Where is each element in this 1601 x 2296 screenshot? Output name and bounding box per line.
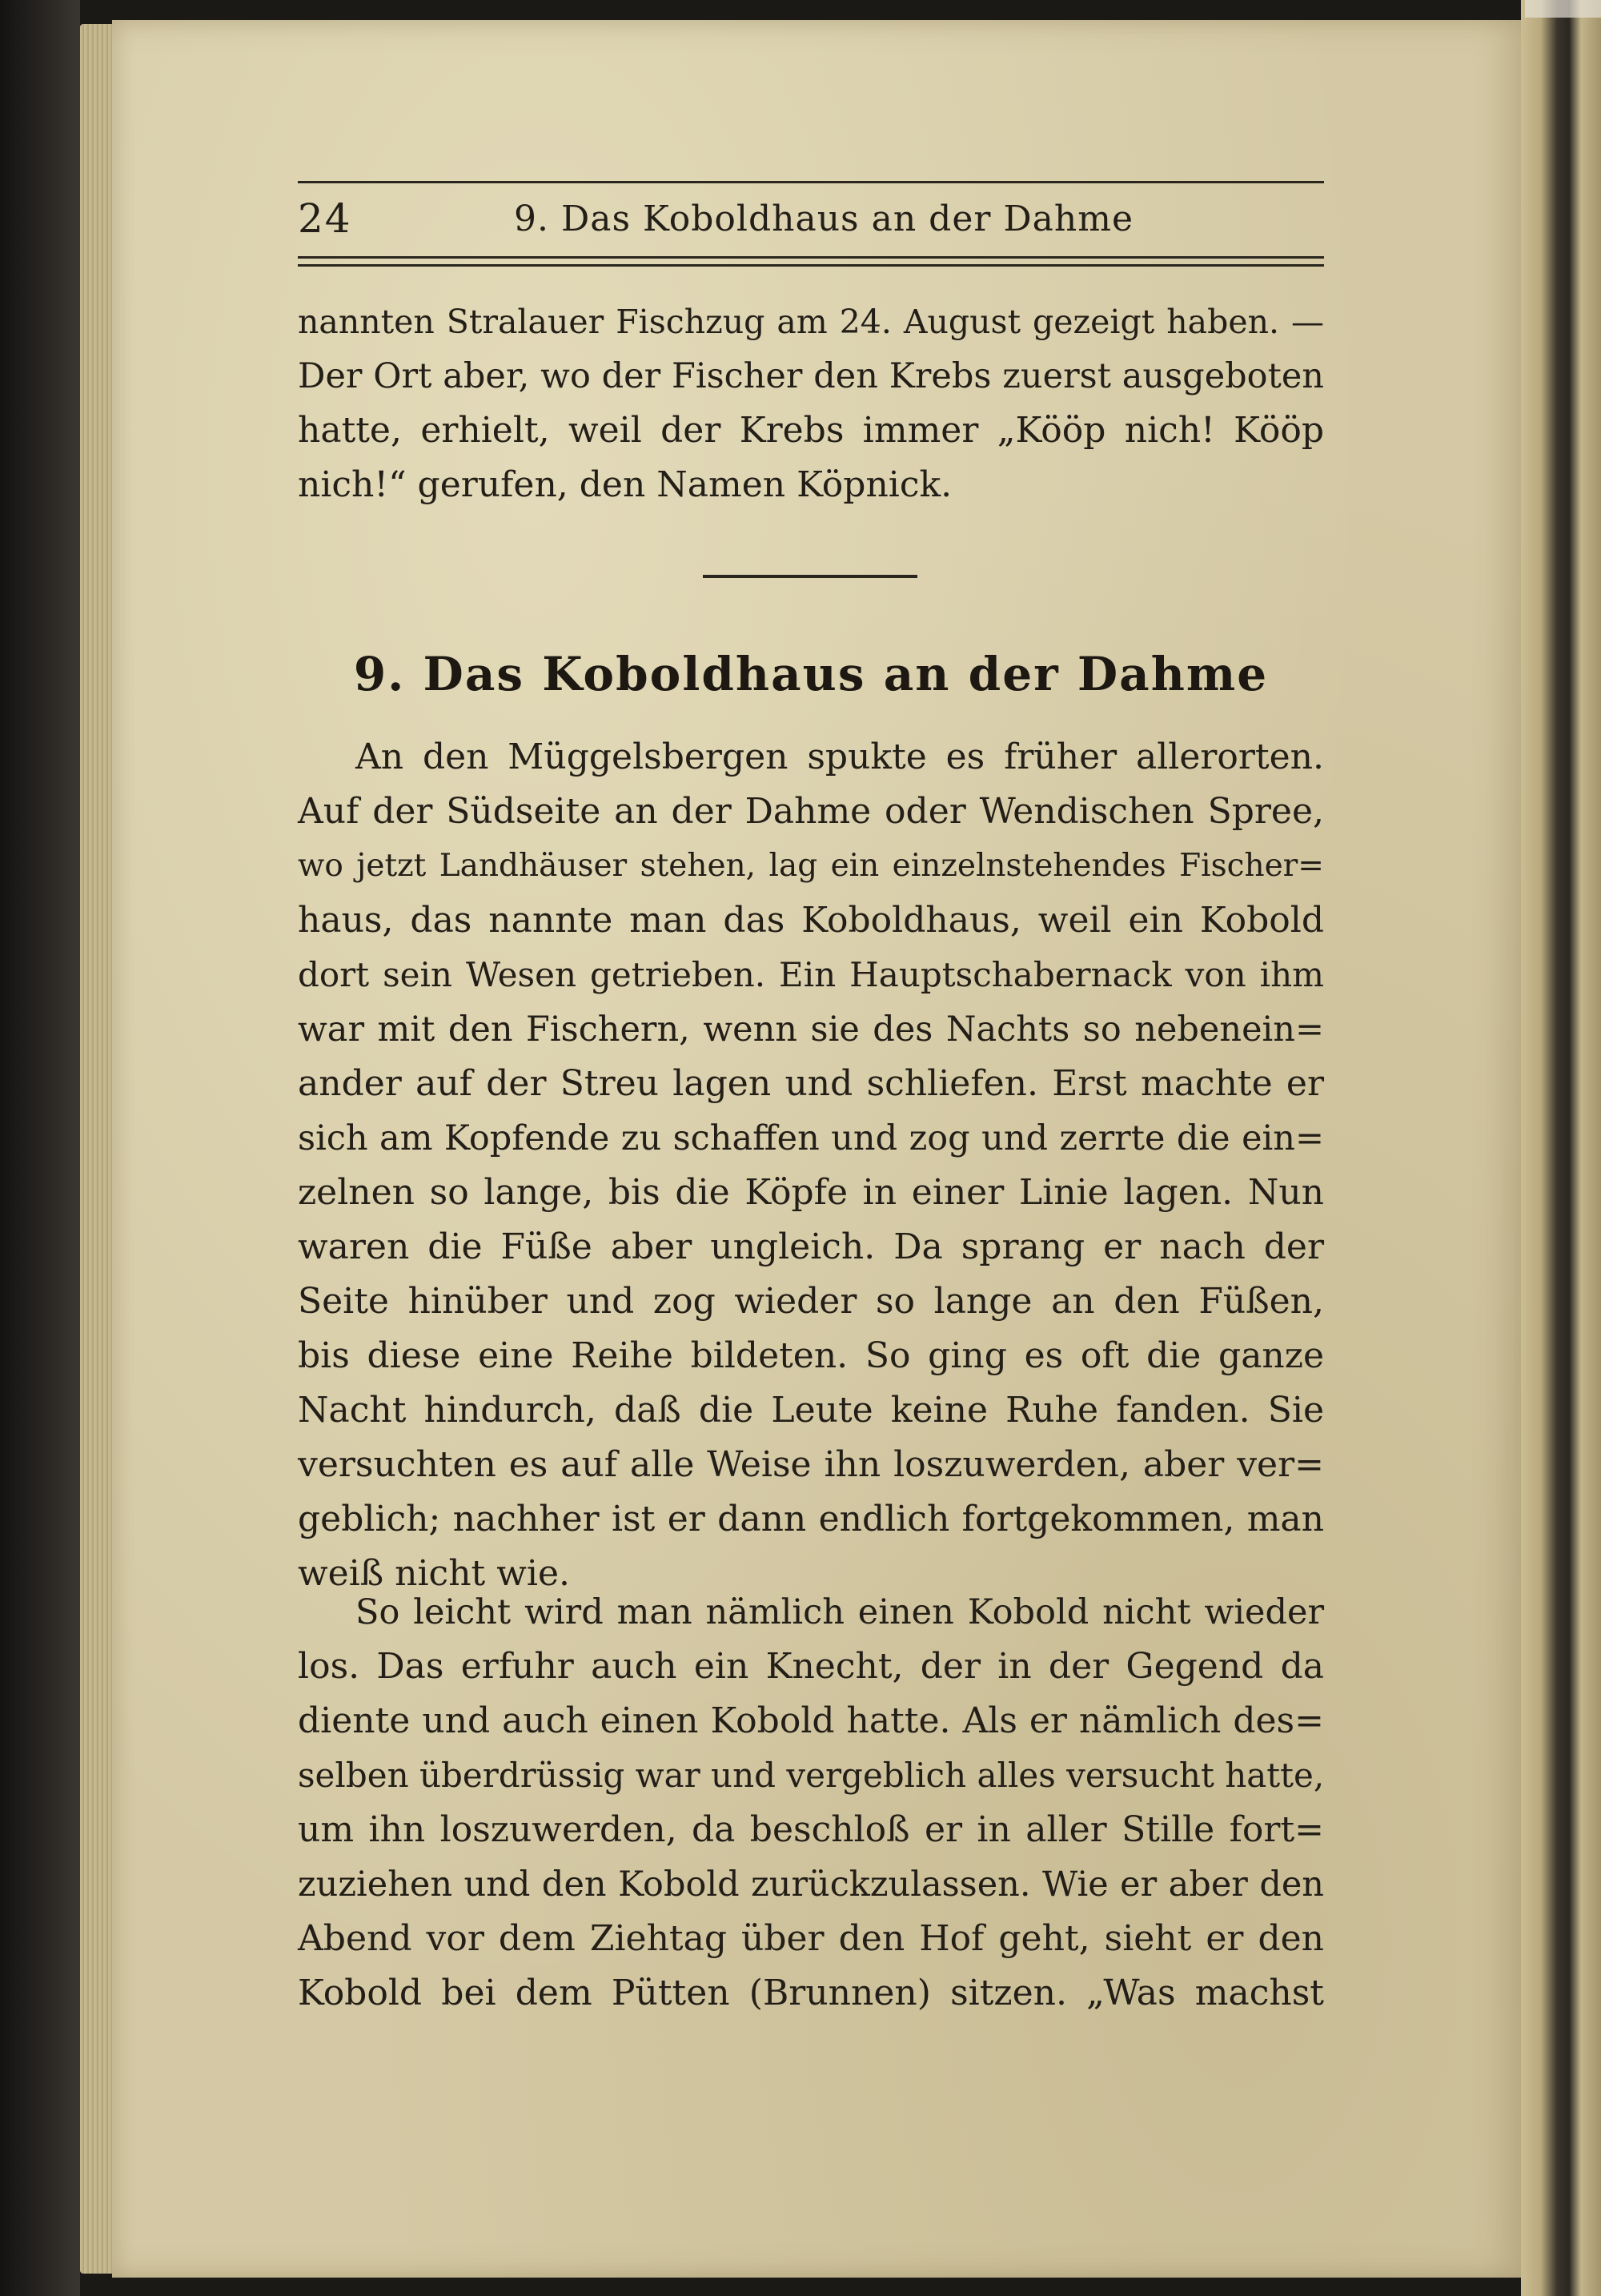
scan-corner-mark [1525, 0, 1601, 18]
text-line: Der Ort aber, wo der Fischer den Krebs zuerst ausgeboten [298, 356, 1324, 396]
text-line: Abend vor dem Ziehtag über den Hof geht, sieht er den [298, 1918, 1324, 1959]
text-line: nich!“ gerufen, den Namen Köpnick. [298, 464, 953, 505]
text-line: wo jetzt Landhäuser stehen, lag ein einzelnstehendes Fischer= [298, 848, 1324, 884]
text-line: zuziehen und den Kobold zurückzulassen. Wie er aber den [298, 1864, 1324, 1905]
text-line: haus, das nannte man das Koboldhaus, weil ein Kobold [298, 900, 1324, 941]
section-separator-rule [703, 575, 917, 578]
text-line: So leicht wird man nämlich einen Kobold nicht wieder [355, 1592, 1324, 1632]
text-line: ander auf der Streu lagen und schliefen. Erst machte er [298, 1063, 1324, 1104]
text-line: Seite hinüber und zog wieder so lange an den Füßen, [298, 1281, 1324, 1322]
paragraph-2 [298, 1585, 1324, 2021]
text-line: An den Müggelsbergen spukte es früher allerorten. [355, 737, 1324, 777]
text-line: hatte, erhielt, weil der Krebs immer „Kööp nich! Kööp [298, 410, 1324, 451]
text-line: weiß nicht wie. [298, 1553, 570, 1594]
running-head [298, 192, 1324, 248]
page-number: 24 [298, 195, 352, 242]
paragraph-continuation [298, 295, 1324, 512]
text-line: diente und auch einen Kobold hatte. Als er nämlich des= [298, 1700, 1324, 1741]
book-gutter [1521, 0, 1601, 2296]
text-line: bis diese eine Reihe bildeten. So ging es oft die ganze [298, 1335, 1324, 1376]
book-cover-edge [0, 0, 80, 2296]
text-line: war mit den Fischern, wenn sie des Nachts so nebenein= [298, 1010, 1324, 1050]
text-line: selben überdrüssig war und vergeblich alles versucht hatte, [298, 1756, 1325, 1795]
text-line: zelnen so lange, bis die Köpfe in einer Linie lagen. Nun [298, 1172, 1324, 1213]
text-line: los. Das erfuhr auch ein Knecht, der in der Gegend da [298, 1646, 1324, 1687]
section-title: 9. Das Koboldhaus an der Dahme [353, 647, 1269, 701]
text-line: geblich; nachher ist er dann endlich fortgekommen, man [298, 1499, 1324, 1539]
text-line: nannten Stralauer Fischzug am 24. August gezeigt haben. — [298, 303, 1324, 341]
text-line: waren die Füße aber ungleich. Da sprang er nach der [298, 1226, 1324, 1267]
text-line: sich am Kopfende zu schaffen und zog und zerrte die ein= [298, 1118, 1324, 1158]
header-rule-double-lower [298, 264, 1324, 267]
paragraph-1 [298, 730, 1324, 1601]
text-line: Nacht hindurch, daß die Leute keine Ruhe fanden. Sie [298, 1390, 1324, 1431]
header-rule-top [298, 181, 1324, 183]
text-line: Kobold bei dem Pütten (Brunnen) sitzen. „Was machst [298, 1973, 1324, 2013]
header-rule-double-upper [298, 256, 1324, 259]
text-line: versuchten es auf alle Weise ihn loszuwerden, aber ver= [298, 1444, 1324, 1485]
text-line: um ihn loszuwerden, da beschloß er in aller Stille fort= [298, 1809, 1324, 1850]
text-line: dort sein Wesen getrieben. Ein Hauptschabernack von ihm [298, 955, 1324, 994]
running-head-title: 9. Das Koboldhaus an der Dahme [514, 199, 1134, 239]
text-line: Auf der Südseite an der Dahme oder Wendischen Spree, [298, 791, 1324, 832]
